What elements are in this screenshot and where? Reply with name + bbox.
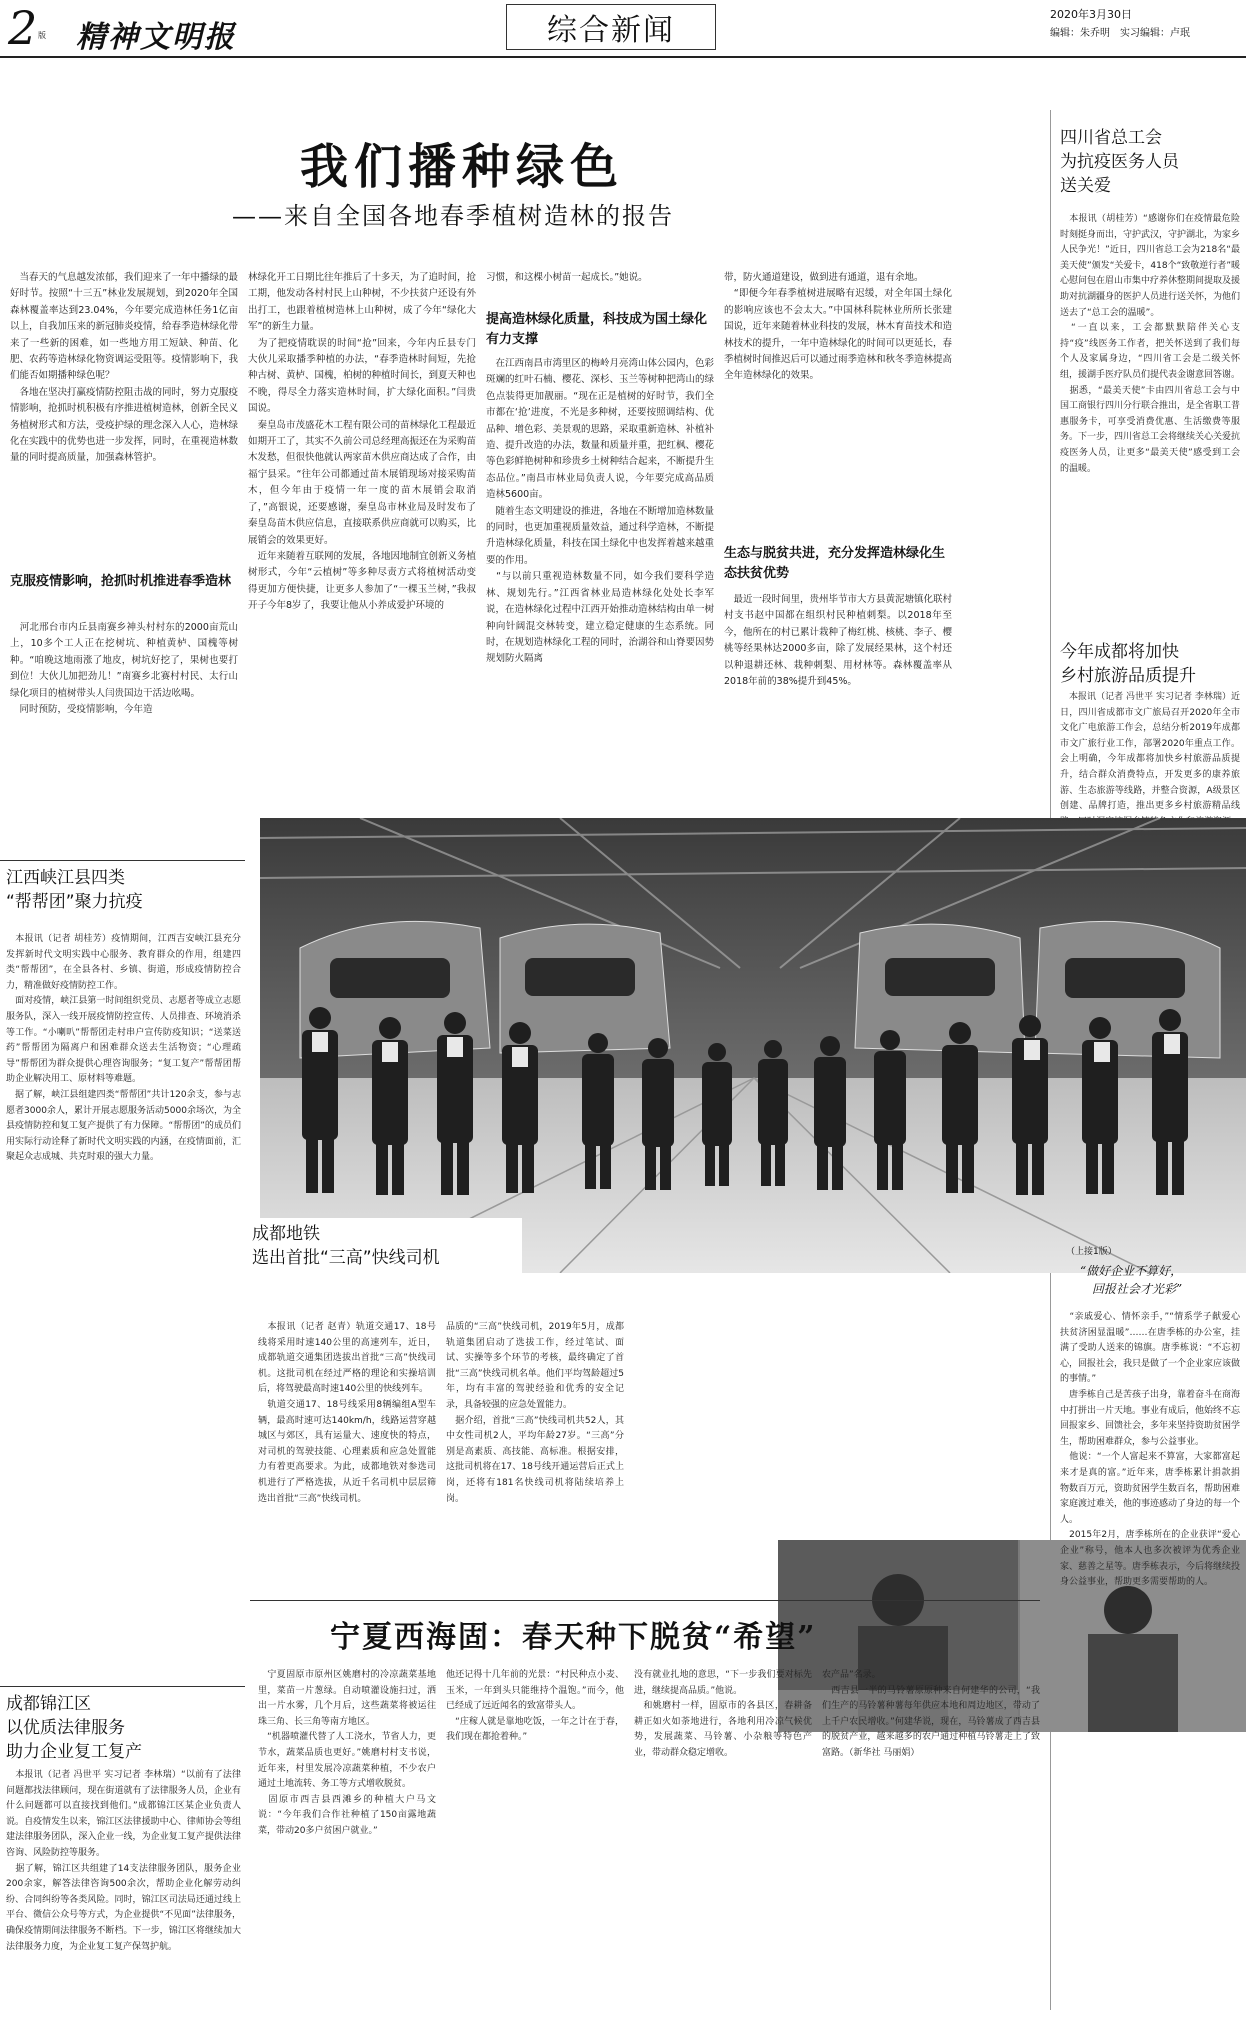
lead-col3-b: 在江西南昌市湾里区的梅岭月亮湾山体公园内，色彩斑斓的红叶石楠、樱花、深杉、玉兰等树种把湾山的绿色点装得更加靓丽。“现在正是植树的好时节，我们全市都在‘抢’进度，不光是多种树，还要按照调结构、优品种、增色彩、美景观的思路，采取重新造林、补植补造、提升改造的办法，数量和质量并重，把红枫、樱花等色彩鲜艳树种和珍贵乡土树种结合起来，不断提升生态品位。”南昌市林业局负责人说，今年要完成高品质造林5600亩。 随着生态文明建设的推进，各地在不断增加造林数量的同时，也更加重视质量效益，通过科学造林，不断提升造林绿化质量，科技在国土绿化中也发挥着越来越重要的作用。 “与以前只重视造林数量不同，如今我们要科学造林、规划先行。”江西省林业局造林绿化处处长李军说，在造林绿化过程中江西开始推动造林结构由单一树种向针阔混交林转变，建立稳定健康的生态系统。同时，在规划造林绿化工程的同时，治湖谷和山脊要因势规划防火隔离: [486, 358, 714, 665]
lead-col4: 带，防火通道建设，做到进有通道，退有余地。 “即便今年春季植树进展略有迟缓，对全年国土绿化的影响应该也不会太大。”中国林科院林业所所长张建国说，近年来随着林业科技的发展，林木育苗技术和造林技术的提升，一年中造林绿化的时间可以更延长，春季植树时间推迟后可以通过雨季造林和秋冬季造林提高全年造林绿化的效果。: [724, 272, 952, 382]
lead-col1-p1: 当春天的气息越发浓郁，我们迎来了一年中播绿的最好时节。按照“十三五”林业发展规划，到2020年全国森林覆盖率达到23.04%，今年要完成造林任务1亿亩以上，自我加压来的新冠肺炎疫情，给春季造林绿化带来了一些新的困难，如一些地方用工短缺、种苗、化肥、农药等造林绿化物资调运受阻等。疫情影响下，我们能否如期播种绿色呢？ 各地在坚决打赢疫情防控阻击战的同时，努力克服疫情影响，抢抓时机积极有序推进植树造林，创新全民义务植树形式和方法，受疫护绿的理念深入人心，造林绿化在实践中的优势也进一步发挥，同时，在重视造林数量的同时提高质量，加强森林管护。: [10, 272, 238, 464]
metro-drivers-photo: [260, 818, 1246, 1273]
page-number: 2: [8, 1, 38, 55]
right-bottom-body: “亲戚爱心、情怀亲手，”“情系学子献爱心 扶贫济困显温暖”……在唐季栋的办公室，挂满了受助人送来的锦旗。唐季栋说：“不忘初心，回报社会，我只是做了一个企业家应该做的事情。” 唐季栋自己是苦孩子出身，靠着奋斗在商海中打拼出一片天地。事业有成后，他始终不忘回报家乡、回馈社会，多年来坚持资助贫困学生，帮助困难群众，参与公益事业。 他说：“一个人富起来不算富，大家都富起来才是真的富。”近年来，唐季栋累计捐款捐物数百万元，资助贫困学生数百名，帮助困难家庭渡过难关，他的事迹感动了身边的每一个人。 2015年2月，唐季栋所在的企业获评“爱心企业”称号，他本人也多次被评为优秀企业家、慈善之星等。唐季栋表示，今后将继续投身公益事业，帮助更多需要帮助的人。: [1060, 1312, 1240, 1588]
ningxia-title: 宁夏西海固：春天种下脱贫“希望”: [330, 1620, 817, 1655]
lead-title: 我们播种绿色: [300, 139, 625, 195]
left-mid-rule: [0, 860, 245, 861]
page-ban-label: 版: [38, 31, 46, 40]
masthead-rule: [0, 56, 1246, 58]
left-mid-body: 本报讯（记者 胡桂芳）疫情期间，江西吉安峡江县充分发挥新时代文明实践中心服务、教育群众的作用，组建四类“帮帮团”，在全县各村、乡镇、街道，形成疫情防控合力，精准做好疫情防控工作。 面对疫情，峡江县第一时间组织党员、志愿者等成立志愿服务队，深入一线开展疫情防控宣传、人员排查、环境消杀等工作。“小喇叭”帮帮团走村串户宣传防疫知识；“送菜送药”帮帮团为隔离户和困难群众送去生活物资；“心理疏导”帮帮团为群众提供心理咨询服务；“复工复产”帮帮团帮助企业解决用工、原材料等难题。 据了解，峡江县组建四类“帮帮团”共计120余支，参与志愿者3000余人，累计开展志愿服务活动5000余场次，为全县疫情防控和复工复产提供了有力保障。“帮帮团”的成员们用实际行动诠释了新时代文明实践的内涵，在疫情面前，汇聚起众志成城、共克时艰的强大力量。: [6, 934, 241, 1163]
lead-subhead-3: 生态与脱贫共进，充分发挥造林绿化生态扶贫优势: [724, 546, 946, 581]
metro-col1: 本报讯（记者 赵青）轨道交通17、18号线将采用时速140公里的高速列车，近日，成都轨道交通集团选拔出首批“三高”快线司机。这批司机在经过严格的理论和实操培训后，将驾驶最高时速140公里的快线列车。 轨道交通17、18号线采用8辆编组A型车辆，最高时速可达140km/h，线路运营穿越城区与郊区，具有运量大、速度快的特点，对司机的驾驶技能、心理素质和应急处置能力有着更高要求。为此，成都地铁对参选司机进行了严格选拔，从近千名司机中层层筛选出首批“三高”快线司机。: [258, 1322, 436, 1504]
right-top-title: 四川省总工会 为抗疫医务人员 送关爱: [1060, 128, 1179, 196]
paper-name: 精神文明报: [76, 20, 236, 55]
right-top-body: 本报讯（胡桂芳）“感谢你们在疫情最危险时刻挺身而出，守护武汉，守护湖北，为家乡人民争光！”近日，四川省总工会为218名“最美天使”颁发“关爱卡，418个“致敬逆行者”暖心慰问包在眉山市集中疗养休整期间提取及援助对抗湖疆身的医护人员进行送关怀，为他们送去了“总工会的温暖”。 “一直以来，工会都默默陪伴关心支持“疫”线医务工作者，把关怀送到了我们每个人及家属身边，“四川省工会是二级关怀组，援湖手医疗队员们提代表金谢意回答谢。 据悉，“最美天使”卡由四川省总工会与中国工商银行四川分行联合推出，是全省职工普惠服务卡，可享受消费优惠、生活缴费等服务。下一步，四川省总工会将继续关心关爱抗疫医务人员，让更多“最美天使”感受到工会的温暖。: [1060, 214, 1240, 474]
lead-col3: 习惯，和这棵小树苗一起成长。”她说。: [486, 272, 648, 283]
ningxia-top-rule: [250, 1600, 1040, 1601]
right-mid-title: 今年成都将加快 乡村旅游品质提升: [1060, 642, 1196, 686]
section-title: 综合新闻: [506, 4, 716, 50]
lead-subhead-1: 克服疫情影响，抢抓时机推进春季造林: [10, 574, 232, 589]
editors-line: 编辑：朱乔明 实习编辑：卢珉: [1050, 28, 1190, 39]
left-bottom-title: 成都锦江区 以优质法律服务 助力企业复工复产: [6, 1694, 142, 1762]
continued-tag: （上接1版）: [1066, 1247, 1117, 1257]
lead-col1-p2: 河北邢台市内丘县南赛乡神头村村东的2000亩荒山上，10多个工人正在挖树坑、种植黄栌、国槐等树种。“咱晚这地雨涨了地皮，树坑好挖了，果树也要打到位！大伙儿加把劲儿！”南赛乡北赛村村民、太行山绿化项目的植树带头人闫贵国边干活边吆喝。 同时预防，受疫情影响，今年造: [10, 622, 238, 716]
lead-col4-b: 最近一段时间里，贵州毕节市大方县黄泥塘镇化联村村支书赵中国都在组织村民种植刺梨。以2018年至今，他所在的村已累计栽种了梅红桃、核桃、李子、樱桃等经果林达2000多亩，除了发展经果林，这个村还以种退耕还林、栽种刺梨、用材林等。森林覆盖率从2018年前的38%提升到45%。: [724, 594, 952, 688]
left-bottom-body: 本报讯（记者 冯世平 实习记者 李林瑞）“以前有了法律问题都找法律顾问，现在街道就有了法律服务人员，企业有什么问题都可以直接找到他们。”成都锦江区某企业负责人说。自疫情发生以来，锦江区法律援助中心、律师协会等组建法律服务团队，深入企业一线，为企业复工复产提供法律咨询、风险防控等服务。 据了解，锦江区共组建了14支法律服务团队，服务企业200余家，解答法律咨询500余次，帮助企业化解劳动纠纷、合同纠纷等各类风险。同时，锦江区司法局还通过线上平台、微信公众号等方式，为企业提供“不见面”法律服务，确保疫情期间法律服务不断档。下一步，锦江区将继续加大法律服务力度，为企业复工复产保驾护航。: [6, 1770, 241, 1952]
pull-quote: “做好企业不算好， 回报社会才光彩”: [1080, 1264, 1183, 1296]
lead-subhead-2: 提高造林绿化质量，科技成为国土绿化有力支撑: [486, 312, 708, 347]
ningxia-col1: 宁夏固原市原州区姚磨村的冷凉蔬菜基地里，菜苗一片葱绿。自动喷灌设施扫过，洒出一片水雾，几个月后，这些蔬菜将被运往珠三角、长三角等南方地区。 “机器喷灌代替了人工浇水，节省人力，更节水，蔬菜品质也更好。”姚磨村村支书说，近年来，村里发展冷凉蔬菜种植，不少农户通过土地流转、务工等方式增收脱贫。 固原市西吉县西滩乡的种植大户马文说：“今年我们合作社种植了150亩露地蔬菜，带动20多户贫困户就业。”: [258, 1670, 436, 1836]
lead-col2: 林绿化开工日期比往年推后了十多天，为了追时间，抢工期，他发动各村村民上山种树，不少扶贫户还设有外出打工，也跟着植树造林上山种树，成了今年“绿化大军”的新生力量。 为了把疫情耽误的时间“抢”回来，今年内丘县专门大伙儿采取播季种植的办法，“春季造林时间短，先抢种古树、黄栌、国槐，柏树的种植时间长，到夏天种也不晚，得尽全力落实造林时间，扩大绿化面积。”闫贵国说。 秦皇岛市茂盛花木工程有限公司的苗林绿化工程最近如期开工了，其实不久前公司总经理高振还在为采购苗木发愁，但很快他就认两家苗木供应商达成了合作，由福宁县采。“往年公司都通过苗木展销现场对接采购苗木，但今年由于疫情一年一度的苗木展销会取消了，”高银说，还要感谢，秦皇岛市林业局及时发布了秦皇岛苗木供应信息，直接联系供应商就可以购买，比展销会的效果更好。 近年来随着互联网的发展，各地因地制宜创新义务植树形式，今年“云植树”等多种尽责方式将植树活动变得更加方便快捷，让更多人参加了“一棵玉兰树，”我叔开子今年8岁了，我要让他从小养成爱护环境的: [248, 272, 476, 612]
right-mid-body: 本报讯（记者 冯世平 实习记者 李林瑞）近日，四川省成都市文广旅局召开2020年全市文化广电旅游工作会，总结分析2019年成都市文广旅行业工作，部署2020年重点工作。会上明确，今年成都将加快乡村旅游品质提升，结合群众消费特点，开发更多的康养旅游、生态旅游等线路，并整合资源，A级景区创建、品牌打造，推出更多乡村旅游精品线: [1060, 692, 1240, 812]
ningxia-col2: 他还记得十几年前的光景：“村民种点小麦、玉米，一年到头只能维持个温饱。”而今，他已经成了远近闻名的致富带头人。 “庄稼人就是靠地吃饭，一年之计在于春，我们现在都抢着种。”: [446, 1670, 624, 1743]
ningxia-col4: 农产品”名录。 西吉县一半的马铃薯原原种来自何建华的公司，“我们生产的马铃薯种薯每年供应本地和周边地区，带动了上千户农民增收。”何建华说，现在，马铃薯成了西吉县的脱贫产业，越来越多的农户通过种植马铃薯走上了致富路。（新华社 马丽娟）: [822, 1670, 1040, 1758]
left-mid-title: 江西峡江县四类 “帮帮团”聚力抗疫: [6, 868, 143, 912]
publication-date: 2020年3月30日: [1050, 8, 1132, 21]
ningxia-col3: 没有就业扎地的意思，“下一步我们要对标先进，继续提高品质。”他说。 和姚磨村一样，固原市的各县区，春耕备耕正如火如荼地进行，各地利用冷凉气候优势，发展蔬菜、马铃薯、小杂粮等特色产业，带动群众稳定增收。: [634, 1670, 812, 1758]
lead-subtitle: ——来自全国各地春季植树造林的报告: [232, 202, 674, 230]
photo-caption: 成都地铁 选出首批“三高”快线司机: [252, 1224, 440, 1268]
left-bottom-rule: [0, 1686, 245, 1687]
metro-col2: 品质的“三高”快线司机，2019年5月，成都轨道集团启动了选拔工作，经过笔试、面试、实操等多个环节的考核，最终确定了首批“三高”快线司机名单。他们平均驾龄超过5年，均有丰富的驾驶经验和优秀的安全记录，具备较强的应急处置能力。 据介绍，首批“三高”快线司机共52人，其中女性司机2人，平均年龄27岁。“三高”分别是高素质、高技能、高标准。根据安排，这批司机将在17、18号线开通运营后正式上岗，还将有181名快线司机将陆续培养上岗。: [446, 1322, 624, 1504]
